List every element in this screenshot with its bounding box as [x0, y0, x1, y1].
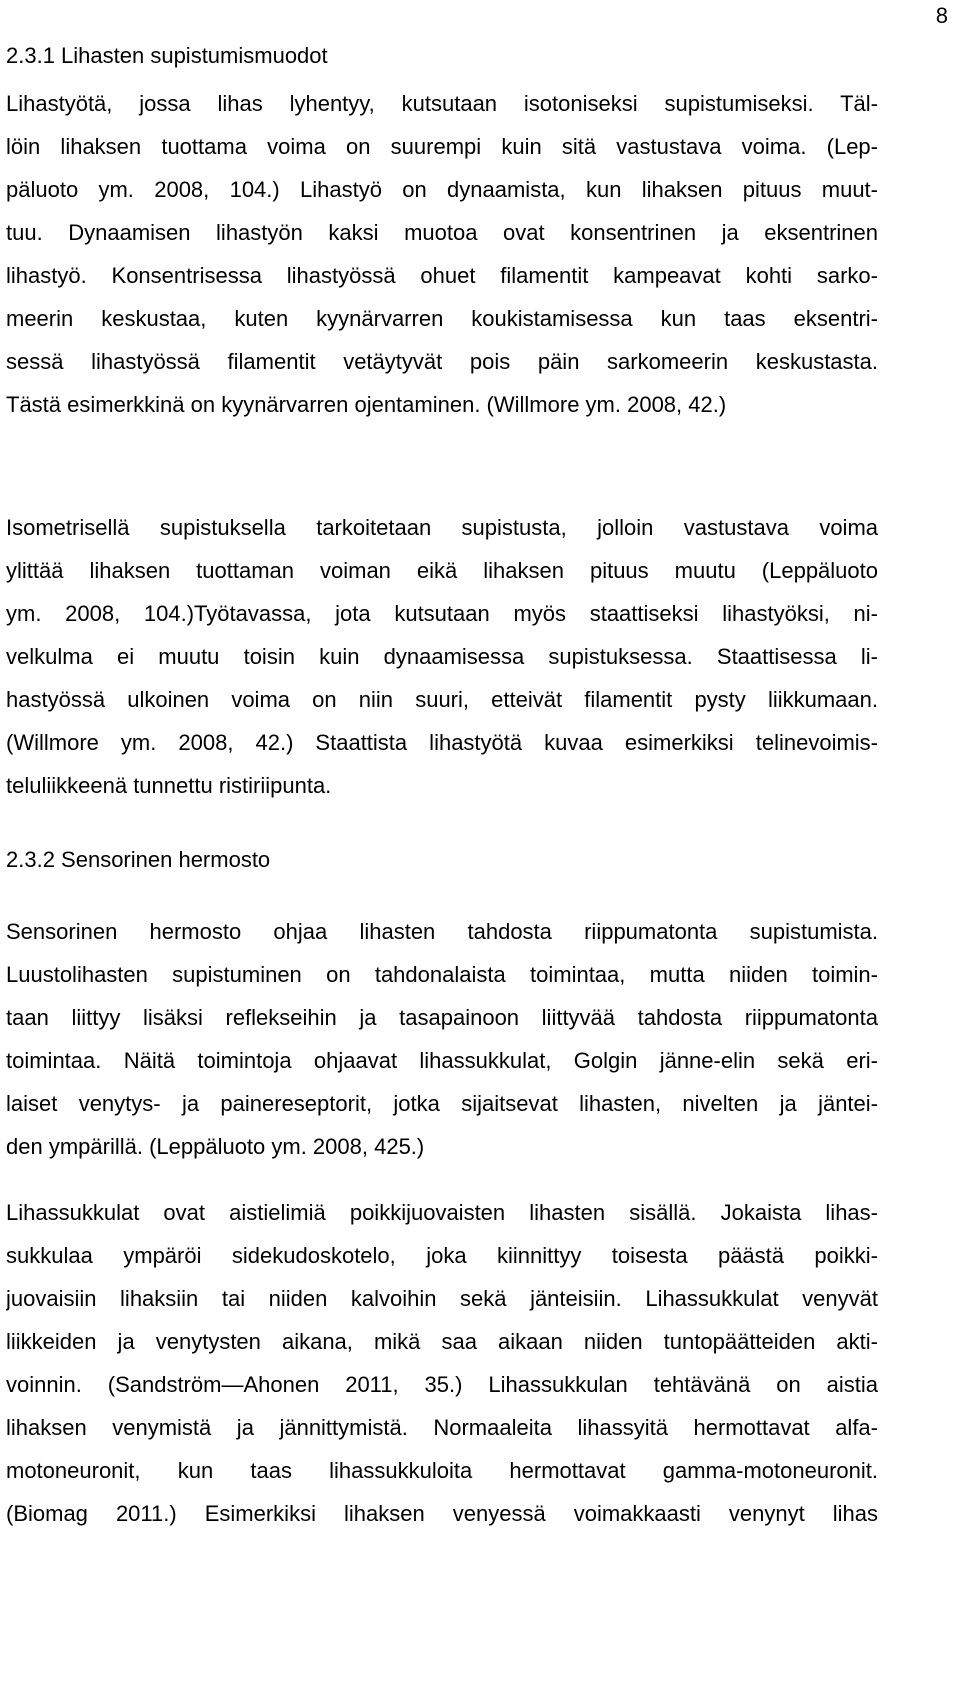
- paragraph-line: Sensorinen hermosto ohjaa lihasten tahdosta riippumatonta supistumista.: [6, 919, 878, 944]
- paragraph-line: Tästä esimerkkinä on kyynärvarren ojentaminen. (Willmore ym. 2008, 42.): [6, 392, 727, 417]
- paragraph-sensorinen-hermosto: [6, 910, 878, 1168]
- paragraph-line: motoneuronit, kun taas lihassukkuloita hermottavat gamma-motoneuronit.: [6, 1458, 878, 1483]
- paragraph-isometrinen-supistus: [6, 506, 878, 807]
- paragraph-line: voinnin. (Sandström—Ahonen 2011, 35.) Lihassukkulan tehtävänä on aistia: [6, 1372, 878, 1397]
- paragraph-line: taan liittyy lisäksi reflekseihin ja tasapainoon liittyvää tahdosta riippumatonta: [6, 1005, 878, 1030]
- paragraph-line: teluliikkeenä tunnettu ristiriipunta.: [6, 773, 332, 798]
- paragraph-line: meerin keskustaa, kuten kyynärvarren koukistamisessa kun taas eksentri-: [6, 306, 878, 331]
- paragraph-line: Isometrisellä supistuksella tarkoitetaan supistusta, jolloin vastustava voima: [6, 515, 878, 540]
- paragraph-line: juovaisiin lihaksiin tai niiden kalvoihin sekä jänteisiin. Lihassukkulat venyvät: [6, 1286, 878, 1311]
- paragraph-lihassukkulat: [6, 1191, 878, 1535]
- paragraph-line: Lihassukkulat ovat aistielimiä poikkijuovaisten lihasten sisällä. Jokaista lihas-: [6, 1200, 878, 1225]
- paragraph-line: velkulma ei muutu toisin kuin dynaamisessa supistuksessa. Staattisessa li-: [6, 644, 878, 669]
- paragraph-line: tuu. Dynaamisen lihastyön kaksi muotoa ovat konsentrinen ja eksentrinen: [6, 220, 878, 245]
- paragraph-line: (Willmore ym. 2008, 42.) Staattista lihastyötä kuvaa esimerkiksi telinevoimis-: [6, 730, 878, 755]
- paragraph-line: den ympärillä. (Leppäluoto ym. 2008, 425.): [6, 1134, 425, 1159]
- paragraph-line: toimintaa. Näitä toimintoja ohjaavat lihassukkulat, Golgin jänne-elin sekä eri-: [6, 1048, 878, 1073]
- page-number: 8: [935, 3, 948, 28]
- paragraph-line: liikkeiden ja venytysten aikana, mikä saa aikaan niiden tuntopäätteiden akti-: [6, 1329, 878, 1354]
- paragraph-line: sessä lihastyössä filamentit vetäytyvät pois päin sarkomeerin keskustasta.: [6, 349, 878, 374]
- paragraph-line: hastyössä ulkoinen voima on niin suuri, etteivät filamentit pysty liikkumaan.: [6, 687, 878, 712]
- paragraph-isotoninen-supistuminen: [6, 82, 878, 426]
- section-heading-lihasten-supistumismuodot: 2.3.1 Lihasten supistumismuodot: [6, 43, 328, 68]
- paragraph-line: Lihastyötä, jossa lihas lyhentyy, kutsutaan isotoniseksi supistumiseksi. Täl-: [6, 91, 878, 116]
- paragraph-line: laiset venytys- ja painereseptorit, jotka sijaitsevat lihasten, nivelten ja jäntei-: [6, 1091, 878, 1116]
- paragraph-line: sukkulaa ympäröi sidekudoskotelo, joka kiinnittyy toisesta päästä poikki-: [6, 1243, 878, 1268]
- paragraph-line: Luustolihasten supistuminen on tahdonalaista toimintaa, mutta niiden toimin-: [6, 962, 878, 987]
- paragraph-line: lihaksen venymistä ja jännittymistä. Normaaleita lihassyitä hermottavat alfa-: [6, 1415, 878, 1440]
- paragraph-line: päluoto ym. 2008, 104.) Lihastyö on dynaamista, kun lihaksen pituus muut-: [6, 177, 878, 202]
- paragraph-line: (Biomag 2011.) Esimerkiksi lihaksen venyessä voimakkaasti venynyt lihas: [6, 1501, 878, 1526]
- paragraph-line: ylittää lihaksen tuottaman voiman eikä lihaksen pituus muutu (Leppäluoto: [6, 558, 878, 583]
- paragraph-line: ym. 2008, 104.)Työtavassa, jota kutsutaan myös staattiseksi lihastyöksi, ni-: [6, 601, 878, 626]
- paragraph-line: löin lihaksen tuottama voima on suurempi kuin sitä vastustava voima. (Lep-: [6, 134, 878, 159]
- paragraph-line: lihastyö. Konsentrisessa lihastyössä ohuet filamentit kampeavat kohti sarko-: [6, 263, 878, 288]
- section-heading-sensorinen-hermosto: 2.3.2 Sensorinen hermosto: [6, 847, 271, 872]
